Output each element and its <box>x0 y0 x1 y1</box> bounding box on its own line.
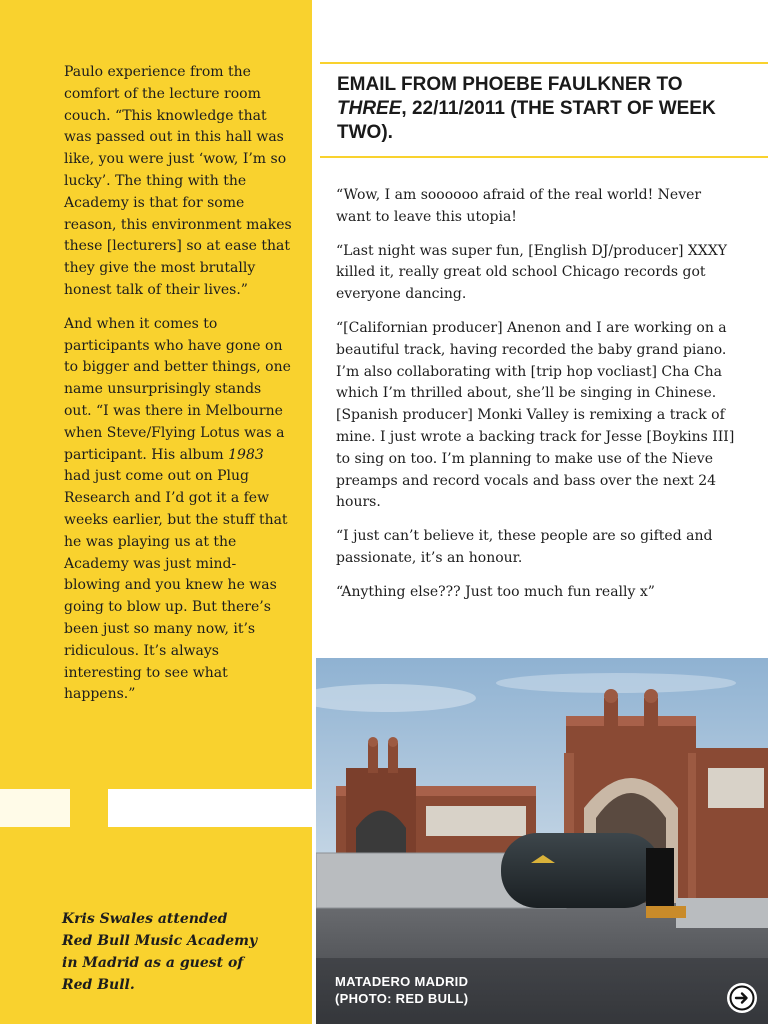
matadero-building-illustration <box>316 658 768 1024</box>
decorative-bar-short <box>0 789 70 827</box>
photo-caption <box>335 973 595 1007</box>
email-header-box <box>320 62 768 158</box>
left-article-text <box>64 62 292 718</box>
email-paragraph: “Anything else??? Just too much fun really x” <box>336 583 655 600</box>
header-title-part-2: , 22/11/2011 (THE START OF WEEK TWO). <box>337 98 716 143</box>
email-paragraph: “I just can’t believe it, these people are so gifted and passionate, it’s an honour. <box>336 528 713 566</box>
header-title-part-1: EMAIL FROM PHOEBE FAULKNER TO <box>337 74 683 95</box>
email-paragraph: “Wow, I am soooooo afraid of the real world! Never want to leave this utopia! <box>336 187 702 225</box>
email-paragraph: “[Californian producer] Anenon and I are working on a beautiful track, having recorded the baby grand piano. I’m also collaborating with [trip hop vocliast] Cha Cha which I’m thrilled about, she’ll be singing in Chinese. [Spanish producer] Monki Valley is remixing a track of mine. I just wrote a backing track for Jesse [Boykins III] to sing on too. I’m planning to make use of the Nieve preamps and record vocals and bass over the next 24 hours. <box>336 319 735 511</box>
decorative-bars <box>0 789 312 827</box>
email-header-title <box>337 73 757 145</box>
header-title-italic: THREE <box>337 98 402 119</box>
left-paragraph-1: Paulo experience from the comfort of the lecture room couch. “This knowledge that was passed out in this hall was like, you were just ‘wow, I’m so lucky’. The thing with the Academy is that for some reason, this environment makes these [lecturers] so at ease that they give the most brutally honest talk of their lives.” <box>64 64 292 298</box>
decorative-bar-long <box>108 789 312 827</box>
matadero-photo <box>316 658 768 1024</box>
author-credit: Kris Swales attended Red Bull Music Academy in Madrid as a guest of Red Bull. <box>62 911 258 993</box>
email-body <box>336 185 736 616</box>
album-title: 1983 <box>228 446 264 463</box>
photo-caption-title: MATADERO MADRID <box>335 974 469 989</box>
email-paragraph: “Last night was super fun, [English DJ/producer] XXXY killed it, really great old school Chicago records got everyone dancing. <box>336 242 728 303</box>
photo-caption-credit: (PHOTO: RED BULL) <box>335 991 469 1006</box>
left-sidebar-column <box>0 0 312 1024</box>
left-paragraph-2-end: had just come out on Plug Research and I’d got it a few weeks earlier, but the stuff that he was playing us at the Academy was just mind-blowing and you knew he was going to blow up. But there’s been just so many now, it’s ridiculous. It’s always interesting to see what happens.” <box>64 468 288 703</box>
arrow-right-circle-icon <box>729 985 755 1011</box>
left-paragraph-2-start: And when it comes to participants who have gone on to bigger and better things, one name unsurprisingly stands out. “I was there in Melbourne when Steve/Flying Lotus was a participant. His album <box>64 315 291 463</box>
left-paragraph-2 <box>64 314 292 706</box>
next-page-button[interactable] <box>727 983 757 1013</box>
